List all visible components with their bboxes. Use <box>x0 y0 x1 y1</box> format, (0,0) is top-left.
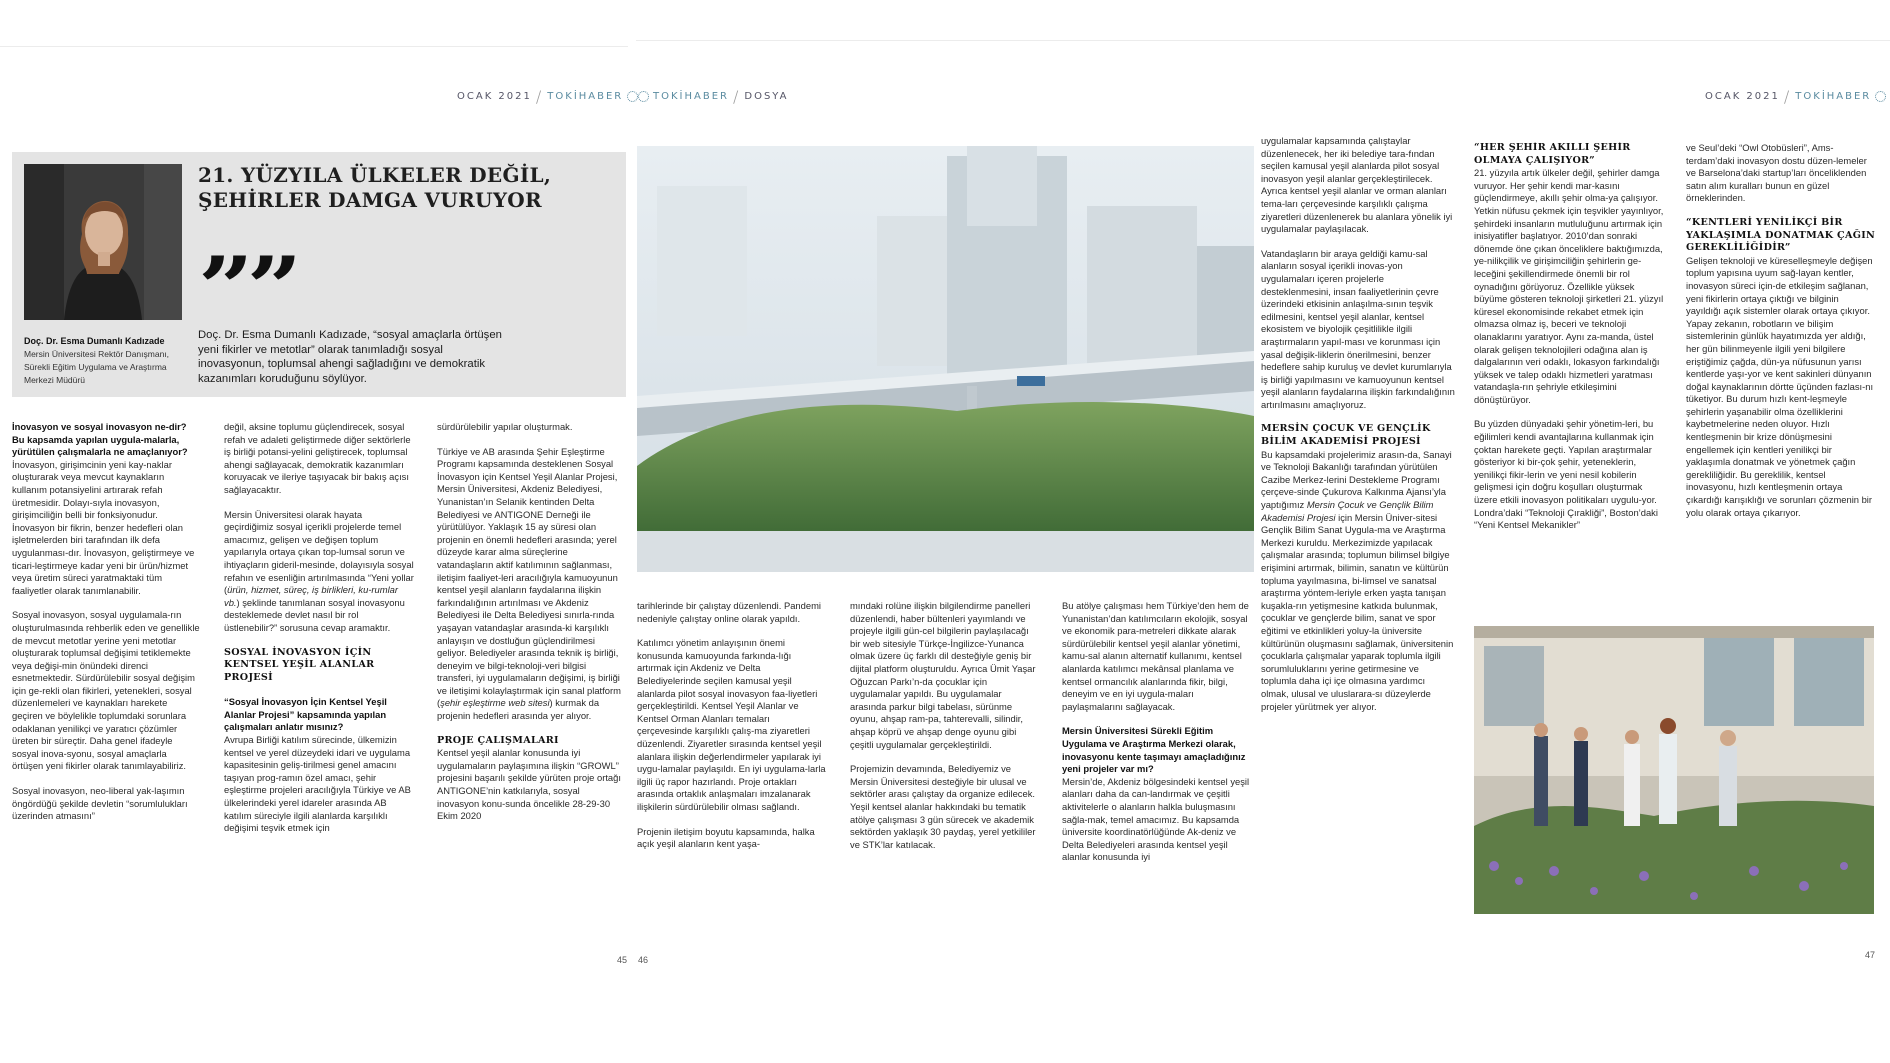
paragraph: Vatandaşların bir araya geldiği kamu-sal alanların sosyal içerikli inovas-yon uygulamaları içeren projelerle desteklenmesini, insan faaliyetlerinin çevre üzerindeki etkisinin anlaşılma-sının teşvik edilmesini, kentsel yeşil alanlar, kentsel ekosistem ve biyolojik çeşitlilikle ilgili araştırmaların yapıl-ması ve korunması için yasal değişik-liklerin önerilmesini, benzer hedeflere sahip kuruluş ve devlet kurumlarıyla iş birliği yapılmasını ve kamuoyunun kentsel yeşil alanların faydalarına ilişkin farkındalığının artırılmasını amaçlıyoruz. <box>1261 247 1455 410</box>
header-brand: TOKİHABER <box>1795 91 1872 102</box>
interview-question: Mersin Üniversitesi Sürekli Eğitim Uygulama ve Araştırma Merkezi olarak, inovasyonu kente taşımayı amaçladığınız yeni projeler var mı? <box>1062 725 1246 775</box>
header-divider: / <box>535 87 544 106</box>
section-heading: “KENTLERİ YENİLİKÇİ BİR YAKLAŞIMLA DONATMAK ÇAĞIN GEREKLİLİĞİDİR” <box>1686 216 1876 254</box>
section-heading: MERSİN ÇOCUK VE GENÇLİK BİLİM AKADEMİSİ PROJESİ <box>1261 423 1431 448</box>
interview-question: “Sosyal İnovasyon İçin Kentsel Yeşil Alanlar Projesi” kapsamında yapılan çalışmaları anlatır mısınız? <box>224 696 387 733</box>
futuristic-city-photo <box>637 146 1254 572</box>
text-column-1 <box>12 421 200 926</box>
page-number: 47 <box>1865 950 1876 960</box>
header-divider: / <box>1783 87 1792 106</box>
text-column-2 <box>224 421 414 926</box>
gear-icon <box>638 91 649 102</box>
section-heading: SOSYAL İNOVASYON İÇİN KENTSEL YEŞİL ALANLAR PROJESİ <box>224 646 375 683</box>
text-column-9 <box>1686 142 1876 622</box>
page-top-rule <box>0 46 628 47</box>
paragraph: Projemizin devamında, Belediyemiz ve Mersin Üniversitesi desteğiyle bir ulusal ve sektörler arası çalıştay da organize edilecek. Yeşil kentsel alanlar hakkındaki bu tematik atölye çalışması 3 gün sürecek ve akademik sektörden yaklaşık 30 paydaş, yerel yetkililer ve STK’lar katılacak. <box>850 763 1036 850</box>
section-heading: PROJE ÇALIŞMALARI <box>437 734 559 746</box>
paragraph: uygulamalar kapsamında çalıştaylar düzenlenecek, her iki belediye tara-fından seçilen kamusal yeşil alanlarda pilot sosyal inovasyon yeşil alanlar gerçekleştirilecek. Ayrıca kentsel yeşil alanlar ve orman alanları tema-ları çerçevesinde karşılıklı çalışma ziyaretleri düzenlenerek bu alanlara yönelik iyi uygulamalar paylaşılacak. <box>1261 135 1453 235</box>
header-brand: TOKİHABER <box>547 91 624 102</box>
text-column-4 <box>637 600 826 930</box>
portrait-image <box>24 164 182 320</box>
paragraph: Sosyal inovasyon, sosyal uygulamala-rın oluşturulmasında rehberlik eden ve genellikle de mevcut metotlar yerine yeni metotlar oluşturarak toplumsal değişimi tetiklemekte veya değişi-min önündeki direnci esnetmektedir. Sürdürülebilir sosyal değişim için ge-rekli olan fikirleri, yetenekleri, sosyal düzenlemeleri ve kaynakları harekete geçiren ve böylelikle toplumdaki sorunlara odaklanan yenilikçi ve yaratıcı çözümler üreten bir süreçtir. Daha genel ifadeyle sosyal inova-syonu, sosyal amaçlarla örtüşen yeni fikirler olarak tanımlayabiliriz. <box>12 609 200 772</box>
header-divider: / <box>732 87 741 106</box>
paragraph: ve Seul’deki “Owl Otobüsleri”, Ams-terdam’daki inovasyon dostu düzen-lemeler ve Barselona’daki startup’ları önceliklenden satın alım kuralları bunun en güzel örneklerinden. <box>1686 142 1867 204</box>
title-line: 21. YÜZYILA ÜLKELER DEĞİL, <box>198 163 552 187</box>
caption-name: Doç. Dr. Esma Dumanlı Kadızade <box>24 336 165 346</box>
paragraph: değil, aksine toplumu güçlendirecek, sosyal refah ve adaleti geliştirmede diğer sektörlerle iş birliği potansi-yelini geliştirecek, toplumsal ahengi sağlayacak, demokratik kazanımları koruyacak ve ileriye taşıyacak bir bakış açısı sağlayacaktır. <box>224 421 411 495</box>
header-date: OCAK 2021 <box>457 91 532 102</box>
paragraph: Kentsel yeşil alanlar konusunda iyi uygulamaların paylaşımına ilişkin “GROWL” projesini başarılı şekilde yürüten proje ortağı ANTIGONE’nin katkılarıyla, sosyal inovasyon konu-sunda öncelikle 28-29-30 Ekim 2020 <box>437 747 621 822</box>
paragraph: Bu atölye çalışması hem Türkiye’den hem de Yunanistan’dan katılımcıların ekolojik, sosyal ve ekonomik para-metreleri dikkate alarak sürdürülebilir kentsel yeşil alanlar yönetimi, kamu-sal alanın alternatif kullanımı, kentsel alanlarda katılımcı mekânsal planlama ve kentsel ormancılık alanlarında fikir, bilgi, deneyim ve en iyi uygula-maları paylaşmalarını sağlayacak. <box>1062 600 1249 712</box>
text-column-7 <box>1261 135 1455 930</box>
header-section: DOSYA <box>744 91 789 102</box>
portrait-caption <box>24 335 196 387</box>
paragraph: Gelişen teknoloji ve küreselleşmeyle değişen toplum yapısına uyum sağ-layan kentler, inovasyon süreci için-de etkileşim sağlanan, yeni fikirlerin ortaya çıktığı ve bilginin yayıldığı açık sistemler olarak ortaya çıkıyor. Yapay zekanın, robotların ve bilişim sistemlerinin günlük hayatımızda yer aldığı, her gün bilinmeyenle ilgili yeni bilgilere eriştiğimiz çağda, dün-ya nüfusunun yarısı kentlerde yaşı-yor ve kent sakinleri dünyanın doğal kaynaklarının dörtte üçünden fazlası-nı tüketiyor. Bu durum hızlı kent-leşmeyle şehirlerin yaşanabilir olma özelliklerini kaybetmelerine neden oluyor. Hızlı kentleşmenin bir krize dönüşmesini engellemek için kentleri yenilikçi bir yaklaşımla donatmak ve yönetmek çağın gerekliliğidir. Bu gereklilik, kentsel inovasyonu, hızlı kentleşmenin ortaya çıkardığı karışıklığı ve sorunları çözmenin bir yolu olarak ortaya çıkarıyor. <box>1686 254 1874 518</box>
paragraph: Mersin Üniversitesi olarak hayata geçirdiğimiz sosyal içerikli projelerde temel amacımız, gelişen ve değişen toplum yapılarıyla ortaya çıkan top-lumsal sorun ve ihtiyaçların gideril-mesinde, dolayısıyla sosyal refahın ve esenliğin artırılmasında “Yeni yollar (ürün, hizmet, süreç, iş birlikleri, ku-rumlar vb.) şeklinde tanımlanan sosyal inovasyonu desteklemede devlet nasıl bir rol üstlenebilir?” sorusuna cevap aramaktır. <box>224 508 414 633</box>
page-top-rule <box>1256 40 1890 41</box>
section-heading: “HER ŞEHİR AKILLI ŞEHİR OLMAYA ÇALIŞIYOR” <box>1474 142 1631 166</box>
paragraph: sürdürülebilir yapılar oluşturmak. <box>437 421 573 432</box>
interview-question: İnovasyon ve sosyal inovasyon ne-dir? Bu kapsamda yapılan uygula-malarla, yürütülen çalışmalarla ne amaçlanıyor? <box>12 421 188 458</box>
quote-icon: ”” <box>198 238 296 337</box>
paragraph: İnovasyon, girişimcinin yeni kay-naklar oluşturarak veya mevcut kaynakların kullanım potansiyelini artırarak refah üretmesidir. Dolayı-sıyla inovasyon, girişimciliğin belli bir fonksiyonudur. İnovasyon bir fikrin, benzer hedefleri olan işletmelerden biri tarafından ilk defa uygulanması-dır. İnovasyon, geliştirmeye ve ticari-leştirmeye kadar yeni bir ürün/hizmet veya üretim süreci yaratmaktaki tüm faaliyetler olarak tanımlanabilir. <box>12 458 195 596</box>
running-header-left <box>457 87 638 106</box>
article-title <box>198 163 618 213</box>
city-render-image <box>637 146 1254 572</box>
text-column-8 <box>1474 142 1664 622</box>
running-header-middle <box>638 87 788 106</box>
gear-icon <box>627 91 638 102</box>
page-top-rule <box>636 40 1256 41</box>
paragraph: Avrupa Birliği katılım sürecinde, ülkemizin kentsel ve yerel düzeydeki idari ve uygulama kapasitesinin geliş-tirilmesi genel amacını taşıyan prog-ramın özel amacı, şehir eşleştirme projeleri aracılığıyla Türkiye ve AB ülkelerindeki yerel idareler arasında AB katılım süreciyle ilgili alanlarda karşılıklı değişimi teşvik etmek için <box>224 734 411 834</box>
header-brand: TOKİHABER <box>653 91 729 102</box>
header-date: OCAK 2021 <box>1705 91 1780 102</box>
paragraph: tarihlerinde bir çalıştay düzenlendi. Pandemi nedeniyle çalıştay online olarak yapıldı. <box>637 600 821 624</box>
paragraph: 21. yüzyıla artık ülkeler değil, şehirler damga vuruyor. Her şehir kendi mar-kasını güçlendirmeye, akıllı şehir olma-ya çalışıyor. Yetkin nüfusu çekmek için teşvikler yayınlıyor, şehirdeki insanların mutluluğunu artırmak için inisiyatifler başlatıyor. 2010’dan sonraki dönemde öne çıkan önceliklere baktığımızda, ye-nilikçilik ve girişimciliğin şehirlerin ge-leceğini şekillendirmede önemli bir rol oynadığını görüyoruz. Özellikle yüksek büyüme gösteren teknoloji şirketleri 21. yüzyıl küresel ekonomisinde rekabet etmek için olmazsa olmaz iş, beceri ve teknoloji olanaklarını yaratıyor. Aynı za-manda, üstel olarak gelişen teknolojileri odağına alan iş dalgalarının veri odaklı, lokasyon farkındalığı yüksek ve talep odaklı hizmetleri yaratması vatandaşla-rın şehriyle etkileşimini dönüştürüyor. <box>1474 167 1664 405</box>
page-number: 45 <box>617 955 628 965</box>
paragraph: mındaki rolüne ilişkin bilgilendirme panelleri düzenlendi, haber bültenleri yayımlandı ve projeyle ilgili gün-cel bilgilerin paylaşılacağı bir web sitesiyle Türkçe-İngilizce-Yunanca olmak üzere üç farklı dil desteğiyle geniş bir dijital platform oluşturuldu. Ayrıca Ümit Yaşar Oğuzcan Parkı’n-da çocuklar için uygulamalar yapıldı. Bu uygulamalar arasında parkur bilgi tabelası, sürünme oyunu, ahşap ram-pa, tahterevalli, silindir, ahşap köprü ve ahşap denge oyunu gibi çeşitli uygulamalar gerçekleştirildi. <box>850 600 1036 750</box>
paragraph: Türkiye ve AB arasında Şehir Eşleştirme Programı kapsamında desteklenen Sosyal İnovasyon için Kentsel Yeşil Alanlar Projesi, Mersin Üniversitesi, Akdeniz Belediyesi, Yunanistan’ın Selanik kentinden Delta Belediyesi ve ANTIGONE Derneği ile yürütülüyor. Yaklaşık 15 ay süresi olan projenin en önemli hedefleri arasında; yerel düzeyde karar alma süreçlerine vatandaşların aktif katılımının sağlanması, iletişim faaliyet-leri aracılığıyla kamuoyunun kentsel yeşil alanların faydalarına ilişkin farkındalığının artırılması ve Akdeniz Belediyesi ile Delta Belediyesi sınırla-rında yaşayan vatandaşlar arasında-ki karşılıklı anlayışın ve dostluğun güçlendirilmesi geliyor. Belediyeler arasında teknik iş birliği, deneyim ve bilgi-teknoloji-veri bilgisi transferi, iyi uygulamaların değişimi, iş birliği ve iletişimi kolaylaştırmak için sanal platform (şehir eşleştirme web sitesi) kurmak da projenin hedefleri arasında yer alıyor. <box>437 445 621 722</box>
title-line: ŞEHİRLER DAMGA VURUYOR <box>198 188 542 212</box>
author-portrait <box>24 164 182 320</box>
running-header-right <box>1705 87 1886 106</box>
paragraph: Bu kapsamdaki projelerimiz arasın-da, Sanayi ve Teknoloji Bakanlığı tarafından yürütülen Cazibe Merkez-lerini Destekleme Programı çerçeve-sinde Çukurova Kalkınma Ajansı’yla yaptığımız Mersin Çocuk ve Gençlik Bilim Akademisi Projesi için Mersin Üniver-sitesi Gençlik Bilim Sanat Uygula-ma ve Araştırma Merkezi kuruldu. Merkezimizde yapılacak çalışmalar arasında; toplumun bilimsel bilgiye erişimini artırmak, bilimin, sanatın ve kültürün topluma yayılmasına, bi-limsel ve sanatsal araştırma yöntem-leriyle erken yaşta tanışan kuşakla-rın yetişmesine katkıda bulunmak, çocuklar ve gençlerde bilim, sanat ve spor eğitimi ve etkinlikleri yoluy-la üniversite kültürünün oluşmasını sağlamak, üniversitenin çocuklarla çalışmalar yaparak toplumla ilgili sorumluluklarını yerine getirmesine ve toplumla daha içi içe olmasına yardımcı olmak, ulusal ve uluslarara-sı düzeylerde projeler yürütmek yer alıyor. <box>1261 448 1454 712</box>
paragraph: Sosyal inovasyon, neo-liberal yak-laşımın öngördüğü şekilde devletin “sorumlulukları üzerinden atmasını” <box>12 785 188 822</box>
garden-visit-image <box>1474 626 1874 914</box>
paragraph: Mersin’de, Akdeniz bölgesindeki kentsel yeşil alanları daha da can-landırmak ve çeşitli aktivitelerle o alanların halkla buluşmasını sağla-mak, temel amacımız. Bu kapsamda üniversite koordinatörlüğünde Ak-deniz ve Delta Belediyeleri arasında kentsel yeşil alanlar konusunda iyi <box>1062 775 1250 863</box>
text-column-6 <box>1062 600 1252 930</box>
gear-icon <box>1875 91 1886 102</box>
garden-visit-photo <box>1474 626 1874 914</box>
paragraph: Bu yüzden dünyadaki şehir yönetim-leri, bu eğilimleri kendi avantajlarına kullanmak için çoktan harekete geçti. Yapılan araştırmalar gösteriyor ki bir-çok şehir, yeteneklerin, yenilikçi fikir-lerin ve yeni nesil kobilerin gelişmesi için doğru koşulları oluşturmak üzere etkili inovasyon politikaları uygulu-yor. Londra’daki “Teknoloji Çırakliği”, Boston’daki “Yeni Kentsel Mekanikler” <box>1474 418 1658 531</box>
article-lead: Doç. Dr. Esma Dumanlı Kadızade, “sosyal amaçlarla örtüşen yeni fikirler ve metotlar” olarak tanımladığı sosyal inovasyonun, toplumsal ahengi sağladığını ve demokratik kazanımları koruduğunu söylüyor. <box>198 329 502 385</box>
page-number: 46 <box>638 955 649 965</box>
caption-role: Mersin Üniversitesi Rektör Danışmanı, Sürekli Eğitim Uygulama ve Araştırma Merkezi Müdürü <box>24 349 170 385</box>
text-column-5 <box>850 600 1040 930</box>
paragraph: Katılımcı yönetim anlayışının önemi konusunda kamuoyunda farkında-lığı artırmak için Akdeniz ve Delta Belediyelerinde seçilen kamusal yeşil alanlarda pilot sosyal inovasyon faa-liyetleri gerçekleştirildi. Kentsel Yeşil Alanlar ve Kentsel Orman Alanları temaları çerçevesinde karşılıklı çalış-ma ziyaretleri düzenlendi. Ziyaretler sırasında kentsel yeşil alanlara ilişkin değerlendirmeler yapılarak iyi uygu-lamalar paylaşıldı. En iyi uygulama-larla ilgili üç rapor hazırlandı. Proje ortakları arasında ortaklık anlaşmaları imzalanarak ilişkilerin sürdürülebilir olması sağlandı. <box>637 637 826 812</box>
paragraph: Projenin iletişim boyutu kapsamında, halka açık yeşil alanların kent yaşa- <box>637 825 815 850</box>
text-column-3 <box>437 421 623 926</box>
